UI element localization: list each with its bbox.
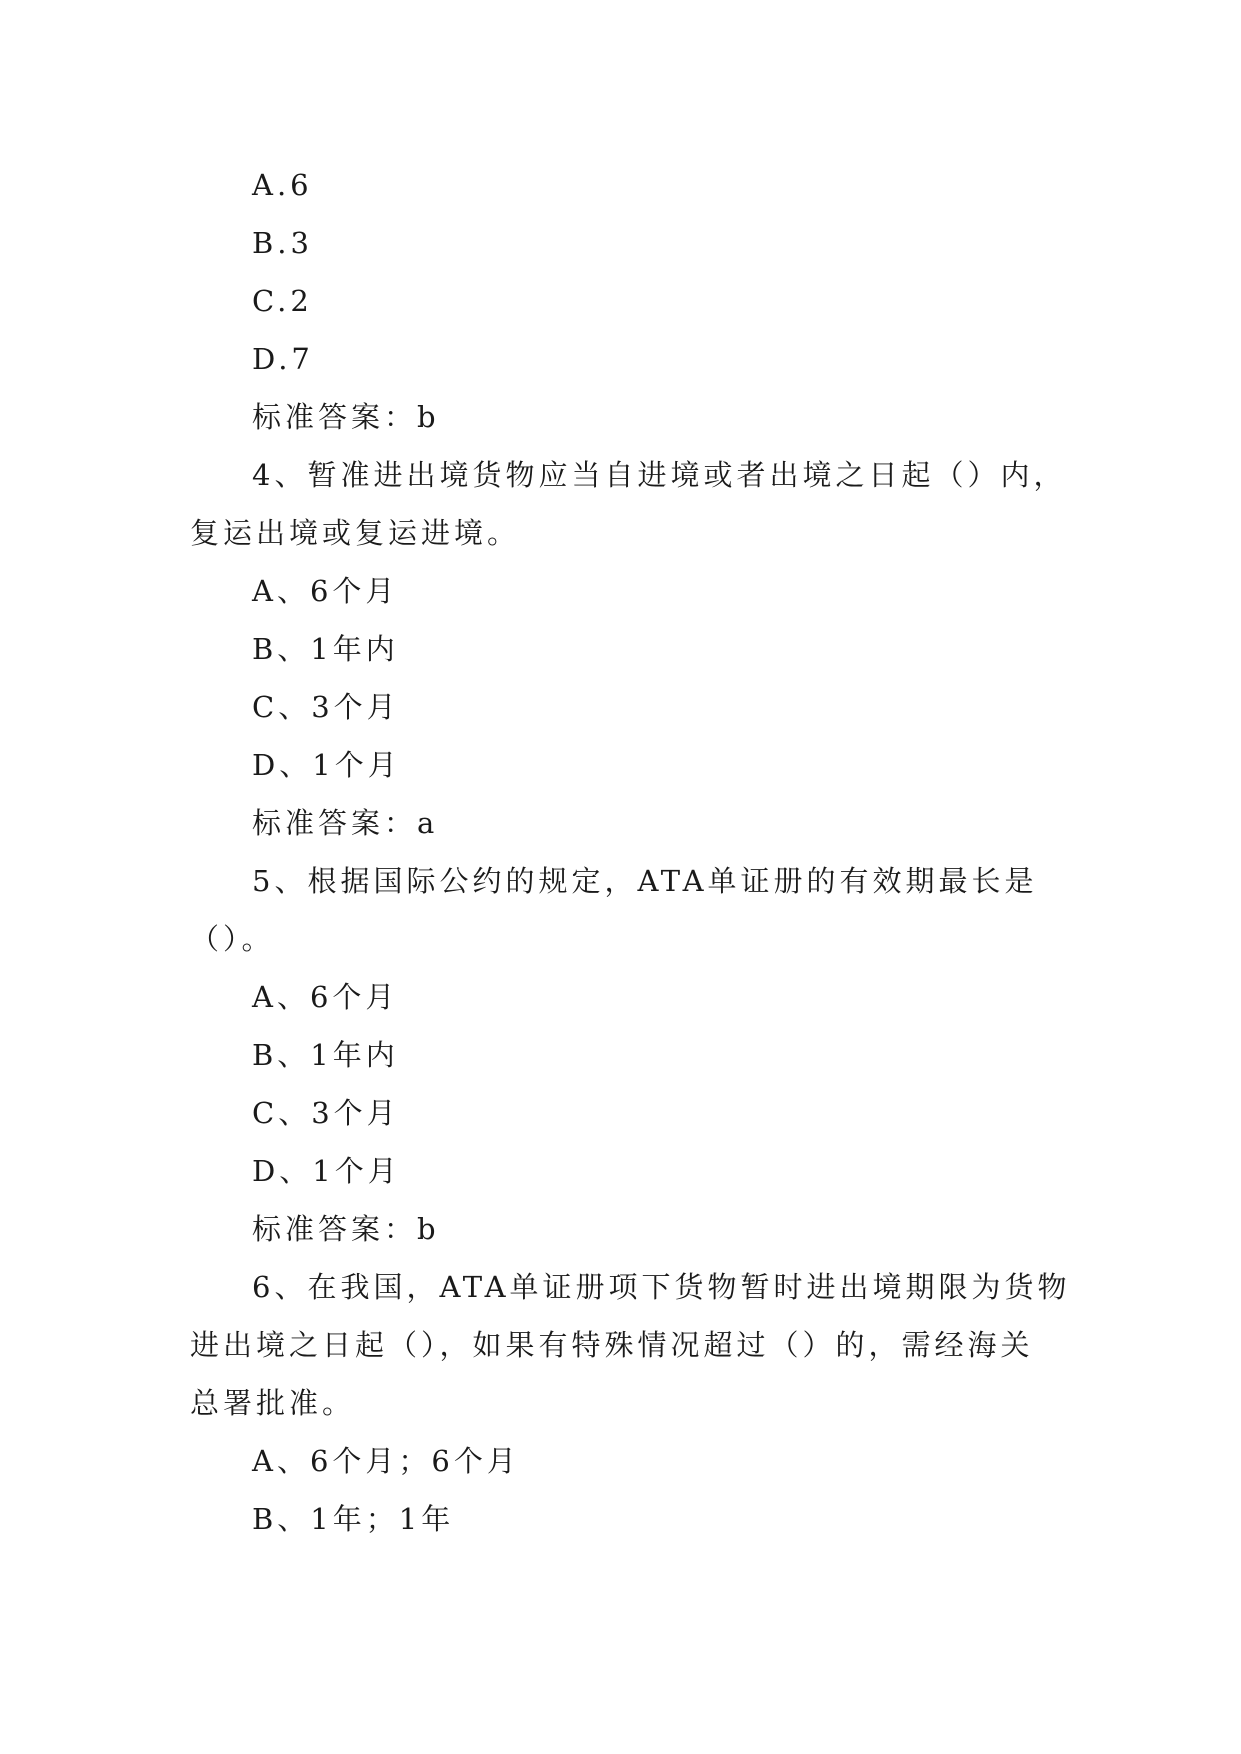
q5-stem-line1: 5、根据国际公约的规定，ATA单证册的有效期最长是: [252, 864, 1038, 898]
q3-answer: 标准答案：b: [252, 400, 440, 434]
q4-option-a: A、6个月: [252, 574, 399, 608]
q5-option-a: A、6个月: [252, 980, 399, 1014]
q3-option-d: D.7: [252, 342, 314, 376]
q3-option-a: A.6: [252, 168, 313, 202]
q4-option-b: B、1年内: [252, 632, 399, 666]
q3-option-b: B.3: [252, 226, 313, 260]
q6-stem-line3: 总署批准。: [190, 1386, 356, 1420]
q6-stem-line2: 进出境之日起（），如果有特殊情况超过（）的，需经海关: [190, 1328, 1034, 1362]
q6-option-b: B、1年；1年: [252, 1502, 455, 1536]
q5-answer: 标准答案：b: [252, 1212, 440, 1246]
q3-option-c: C.2: [252, 284, 313, 318]
q5-option-d: D、1个月: [252, 1154, 401, 1188]
q4-stem-line2: 复运出境或复运进境。: [190, 516, 521, 550]
q4-option-d: D、1个月: [252, 748, 401, 782]
q6-option-a: A、6个月；6个月: [252, 1444, 520, 1478]
q5-stem-line2: （）。: [190, 922, 275, 956]
q4-stem-line1: 4、暂准进出境货物应当自进境或者出境之日起（）内，: [252, 458, 1067, 492]
q6-stem-line1: 6、在我国，ATA单证册项下货物暂时进出境期限为货物: [252, 1270, 1071, 1304]
q4-answer: 标准答案：a: [252, 806, 439, 840]
q4-option-c: C、3个月: [252, 690, 400, 724]
q5-option-b: B、1年内: [252, 1038, 399, 1072]
q5-option-c: C、3个月: [252, 1096, 400, 1130]
